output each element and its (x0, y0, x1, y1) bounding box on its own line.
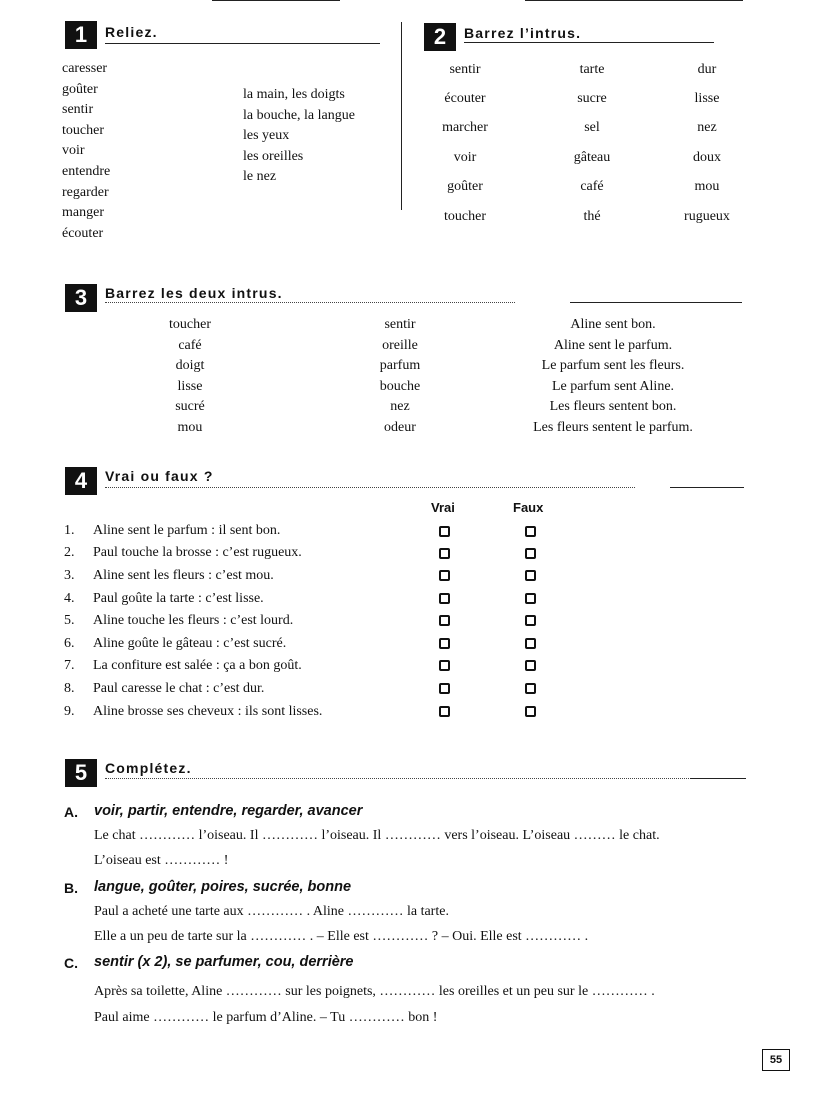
statement-text: Aline brosse ses cheveux : ils sont lisses. (93, 704, 323, 719)
statement-number: 2. (64, 545, 75, 560)
part-b-line-2: Elle a un peu de tarte sur la ………… . – Elle est ………… ? – Oui. Elle est ………… . (94, 929, 589, 944)
verb: goûter (62, 81, 98, 97)
exercise-2-title: Barrez l’intrus. (464, 25, 582, 41)
statement-number: 7. (64, 658, 75, 673)
word: oreille (382, 337, 418, 353)
exercise-2-title-rule (464, 42, 714, 43)
part-a-word-list: voir, partir, entendre, regarder, avancer (94, 803, 363, 819)
exercise-3-title: Barrez les deux intrus. (105, 285, 283, 301)
part-a-letter: A. (64, 804, 78, 820)
intrus-word: gâteau (573, 150, 611, 165)
verb: regarder (62, 184, 109, 200)
intrus-word: écouter (444, 91, 486, 106)
statement-text: Aline goûte le gâteau : c’est sucré. (93, 636, 287, 651)
intrus-word: doux (693, 150, 721, 165)
intrus-row (410, 179, 750, 199)
exercise-3-col-2 (350, 315, 450, 439)
exercise-1-verbs (62, 59, 110, 244)
intrus-row (410, 91, 750, 111)
statement-text: Aline sent le parfum : il sent bon. (93, 523, 281, 538)
column-divider (401, 22, 402, 210)
statement-number: 5. (64, 613, 75, 628)
exercise-1-title: Reliez. (105, 24, 158, 40)
statement-number: 8. (64, 681, 75, 696)
word: mou (177, 419, 203, 435)
word: toucher (169, 317, 211, 332)
verb: voir (62, 143, 85, 159)
word: lisse (177, 378, 203, 394)
verb: caresser (62, 61, 108, 76)
exercise-3-col-3 (503, 315, 723, 439)
exercise-3-number: 3 (65, 284, 97, 312)
intrus-row (410, 120, 750, 140)
exercise-5-number: 5 (65, 759, 97, 787)
vrai-checkbox[interactable] (439, 570, 450, 581)
intrus-word: nez (697, 120, 717, 135)
exercise-5-dotted-rule (105, 778, 715, 779)
statement-text: Aline sent les fleurs : c’est mou. (93, 568, 274, 583)
intrus-word: tarte (579, 62, 605, 77)
statement-number: 3. (64, 568, 75, 583)
intrus-word: marcher (442, 120, 488, 135)
vrai-checkbox[interactable] (439, 638, 450, 649)
part-c-line-1: Après sa toilette, Aline ………… sur les poignets, ………… les oreilles et un peu sur le ………… . (94, 984, 655, 999)
faux-checkbox[interactable] (525, 706, 536, 717)
body-part: le nez (243, 169, 277, 185)
body-part: la main, les doigts (243, 87, 345, 102)
word: odeur (384, 419, 416, 435)
word: parfum (379, 358, 421, 374)
faux-checkbox[interactable] (525, 683, 536, 694)
faux-checkbox[interactable] (525, 526, 536, 537)
sentence: Aline sent bon. (570, 317, 656, 332)
exercise-3-col-1 (140, 315, 240, 439)
intrus-row (410, 150, 750, 170)
sentence: Les fleurs sentent le parfum. (533, 419, 693, 435)
faux-checkbox[interactable] (525, 660, 536, 671)
sentence: Les fleurs sentent bon. (549, 399, 677, 415)
statement-text: Paul caresse le chat : c’est dur. (93, 681, 265, 696)
statement-number: 4. (64, 591, 75, 606)
intrus-word: lisse (694, 91, 720, 106)
body-part: la bouche, la langue (243, 107, 355, 123)
intrus-word: toucher (444, 209, 486, 224)
intrus-word: sucre (577, 91, 607, 106)
verb: manger (62, 205, 104, 221)
intrus-word: sentir (449, 62, 481, 77)
statement-number: 9. (64, 704, 75, 719)
vrai-checkbox[interactable] (439, 706, 450, 717)
faux-checkbox[interactable] (525, 570, 536, 581)
verb: toucher (62, 122, 104, 138)
vrai-column-header: Vrai (431, 500, 455, 515)
faux-checkbox[interactable] (525, 593, 536, 604)
sentence: Aline sent le parfum. (553, 337, 673, 353)
exercise-4-number: 4 (65, 467, 97, 495)
intrus-word: mou (694, 179, 720, 194)
verb: écouter (62, 225, 104, 241)
exercise-1-body-parts (243, 85, 355, 188)
sentence: Le parfum sent les fleurs. (541, 358, 685, 374)
intrus-word: voir (453, 150, 477, 165)
intrus-word: dur (697, 62, 717, 77)
vrai-checkbox[interactable] (439, 660, 450, 671)
intrus-row (410, 209, 750, 229)
statement-number: 1. (64, 523, 75, 538)
exercise-4-dotted-rule (105, 487, 635, 488)
part-c-letter: C. (64, 955, 78, 971)
body-part: les yeux (243, 128, 290, 144)
verb: entendre (62, 163, 111, 179)
part-c-line-2: Paul aime ………… le parfum d’Aline. – Tu ………… bon ! (94, 1010, 438, 1025)
vrai-checkbox[interactable] (439, 683, 450, 694)
body-part: les oreilles (243, 148, 304, 164)
word: café (178, 337, 202, 353)
top-edge-rule-right (525, 0, 743, 1)
part-a-line-1: Le chat ………… l’oiseau. Il ………… l’oiseau. Il ………… vers l’oiseau. L’oiseau ……… le chat. (94, 828, 660, 843)
intrus-word: goûter (447, 179, 483, 194)
intrus-word: sel (584, 120, 600, 135)
vrai-checkbox[interactable] (439, 526, 450, 537)
statement-number: 6. (64, 636, 75, 651)
verb: sentir (62, 102, 94, 118)
part-b-line-1: Paul a acheté une tarte aux ………… . Aline ………… la tarte. (94, 904, 449, 919)
exercise-3-dotted-rule (105, 302, 515, 303)
word: doigt (175, 358, 205, 374)
faux-checkbox[interactable] (525, 615, 536, 626)
exercise-1-number: 1 (65, 21, 97, 49)
exercise-5-title: Complétez. (105, 760, 192, 776)
word: sucré (175, 399, 205, 415)
faux-checkbox[interactable] (525, 638, 536, 649)
part-b-word-list: langue, goûter, poires, sucrée, bonne (94, 879, 352, 895)
exercise-4-title: Vrai ou faux ? (105, 468, 214, 484)
statement-text: Paul goûte la tarte : c’est lisse. (93, 591, 264, 606)
statement-text: La confiture est salée : ça a bon goût. (93, 658, 302, 673)
faux-checkbox[interactable] (525, 548, 536, 559)
part-b-letter: B. (64, 880, 78, 896)
statement-text: Aline touche les fleurs : c’est lourd. (93, 613, 294, 628)
exercise-4-title-rule (670, 487, 744, 488)
faux-column-header: Faux (513, 500, 544, 515)
exercise-5-title-rule (690, 778, 746, 779)
exercise-1-title-rule (105, 43, 380, 44)
exercise-2-number: 2 (424, 23, 456, 51)
exercise-3-title-rule (570, 302, 742, 303)
intrus-row (410, 62, 750, 82)
vrai-checkbox[interactable] (439, 548, 450, 559)
intrus-word: thé (583, 209, 601, 224)
word: bouche (379, 378, 421, 394)
top-edge-rule-left (212, 0, 340, 1)
part-a-line-2: L’oiseau est ………… ! (94, 853, 229, 868)
intrus-word: café (580, 179, 604, 194)
intrus-word: rugueux (684, 209, 730, 224)
word: sentir (384, 317, 416, 332)
part-c-word-list: sentir (x 2), se parfumer, cou, derrière (94, 954, 354, 970)
vrai-checkbox[interactable] (439, 593, 450, 604)
statement-text: Paul touche la brosse : c’est rugueux. (93, 545, 302, 560)
word: nez (390, 399, 410, 415)
page-number: 55 (762, 1049, 790, 1071)
vrai-checkbox[interactable] (439, 615, 450, 626)
sentence: Le parfum sent Aline. (551, 378, 675, 394)
